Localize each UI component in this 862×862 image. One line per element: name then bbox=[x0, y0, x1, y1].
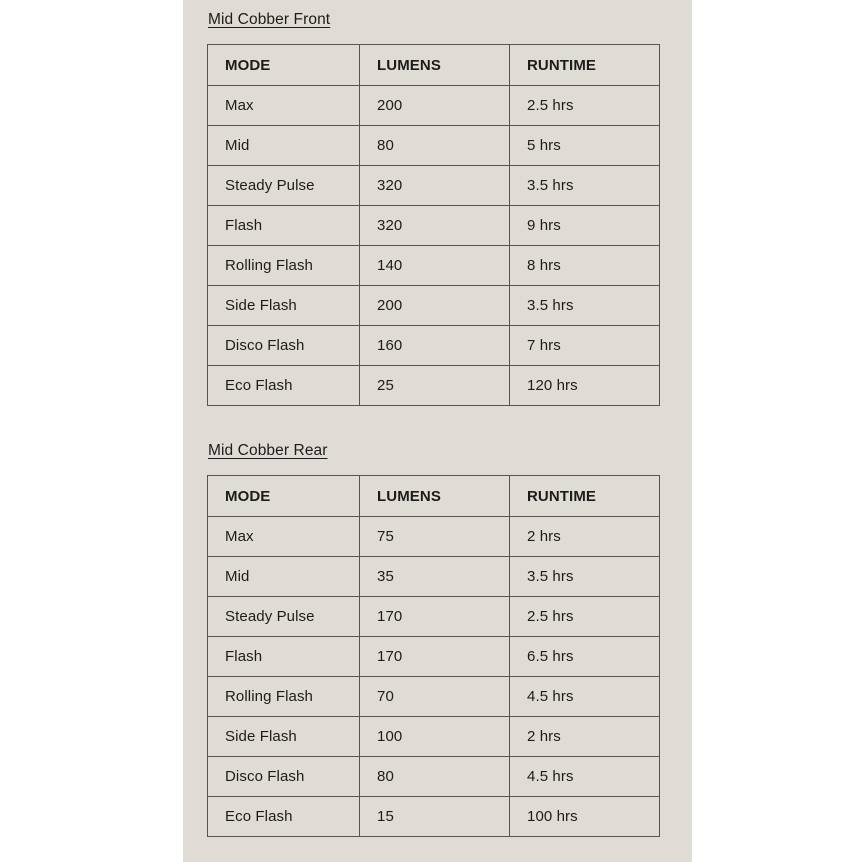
spec-section-front bbox=[207, 11, 692, 406]
table-body bbox=[208, 517, 660, 837]
table-cell: Rolling Flash bbox=[208, 677, 360, 717]
table-cell: Side Flash bbox=[208, 286, 360, 326]
section-title-front: Mid Cobber Front bbox=[208, 11, 331, 28]
table-row bbox=[208, 797, 660, 837]
table-cell: 35 bbox=[360, 557, 510, 597]
table-cell: Eco Flash bbox=[208, 366, 360, 406]
table-cell: 7 hrs bbox=[510, 326, 660, 366]
table-cell: 9 hrs bbox=[510, 206, 660, 246]
table-row bbox=[208, 246, 660, 286]
table-cell: 2 hrs bbox=[510, 517, 660, 557]
table-row bbox=[208, 677, 660, 717]
table-cell: 170 bbox=[360, 597, 510, 637]
table-cell: 3.5 hrs bbox=[510, 166, 660, 206]
table-body bbox=[208, 86, 660, 406]
spec-table-front bbox=[207, 44, 660, 406]
table-cell: 8 hrs bbox=[510, 246, 660, 286]
table-cell: 120 hrs bbox=[510, 366, 660, 406]
table-header bbox=[208, 45, 660, 86]
content-panel bbox=[183, 0, 692, 862]
table-cell: Disco Flash bbox=[208, 757, 360, 797]
table-cell: Rolling Flash bbox=[208, 246, 360, 286]
table-cell: 2.5 hrs bbox=[510, 597, 660, 637]
table-cell: Flash bbox=[208, 637, 360, 677]
table-cell: 200 bbox=[360, 286, 510, 326]
table-cell: 320 bbox=[360, 206, 510, 246]
table-cell: 3.5 hrs bbox=[510, 557, 660, 597]
table-row bbox=[208, 326, 660, 366]
table-cell: Mid bbox=[208, 126, 360, 166]
column-header: LUMENS bbox=[360, 476, 510, 517]
table-cell: Mid bbox=[208, 557, 360, 597]
table-cell: Side Flash bbox=[208, 717, 360, 757]
table-cell: 140 bbox=[360, 246, 510, 286]
spec-table-rear bbox=[207, 475, 660, 837]
table-row bbox=[208, 557, 660, 597]
table-cell: 25 bbox=[360, 366, 510, 406]
table-row bbox=[208, 126, 660, 166]
column-header: MODE bbox=[208, 45, 360, 86]
table-cell: 2.5 hrs bbox=[510, 86, 660, 126]
table-row bbox=[208, 637, 660, 677]
header-row bbox=[208, 476, 660, 517]
table-cell: 100 bbox=[360, 717, 510, 757]
table-row bbox=[208, 286, 660, 326]
table-cell: 15 bbox=[360, 797, 510, 837]
table-row bbox=[208, 206, 660, 246]
section-title-rear: Mid Cobber Rear bbox=[208, 442, 328, 459]
column-header: LUMENS bbox=[360, 45, 510, 86]
table-cell: Steady Pulse bbox=[208, 597, 360, 637]
spec-section-rear bbox=[207, 442, 692, 837]
table-cell: 200 bbox=[360, 86, 510, 126]
table-cell: 80 bbox=[360, 126, 510, 166]
table-cell: Disco Flash bbox=[208, 326, 360, 366]
table-cell: 4.5 hrs bbox=[510, 757, 660, 797]
table-cell: 320 bbox=[360, 166, 510, 206]
table-header bbox=[208, 476, 660, 517]
table-cell: 170 bbox=[360, 637, 510, 677]
column-header: RUNTIME bbox=[510, 45, 660, 86]
table-cell: 5 hrs bbox=[510, 126, 660, 166]
table-row bbox=[208, 597, 660, 637]
table-cell: 4.5 hrs bbox=[510, 677, 660, 717]
table-row bbox=[208, 366, 660, 406]
table-cell: 100 hrs bbox=[510, 797, 660, 837]
table-cell: 6.5 hrs bbox=[510, 637, 660, 677]
column-header: MODE bbox=[208, 476, 360, 517]
table-cell: 160 bbox=[360, 326, 510, 366]
table-cell: 70 bbox=[360, 677, 510, 717]
table-row bbox=[208, 757, 660, 797]
table-cell: Steady Pulse bbox=[208, 166, 360, 206]
table-cell: 80 bbox=[360, 757, 510, 797]
table-cell: 3.5 hrs bbox=[510, 286, 660, 326]
table-cell: 75 bbox=[360, 517, 510, 557]
table-row bbox=[208, 86, 660, 126]
header-row bbox=[208, 45, 660, 86]
table-row bbox=[208, 717, 660, 757]
table-cell: 2 hrs bbox=[510, 717, 660, 757]
table-row bbox=[208, 517, 660, 557]
table-cell: Max bbox=[208, 86, 360, 126]
table-cell: Eco Flash bbox=[208, 797, 360, 837]
table-cell: Flash bbox=[208, 206, 360, 246]
table-row bbox=[208, 166, 660, 206]
column-header: RUNTIME bbox=[510, 476, 660, 517]
table-cell: Max bbox=[208, 517, 360, 557]
